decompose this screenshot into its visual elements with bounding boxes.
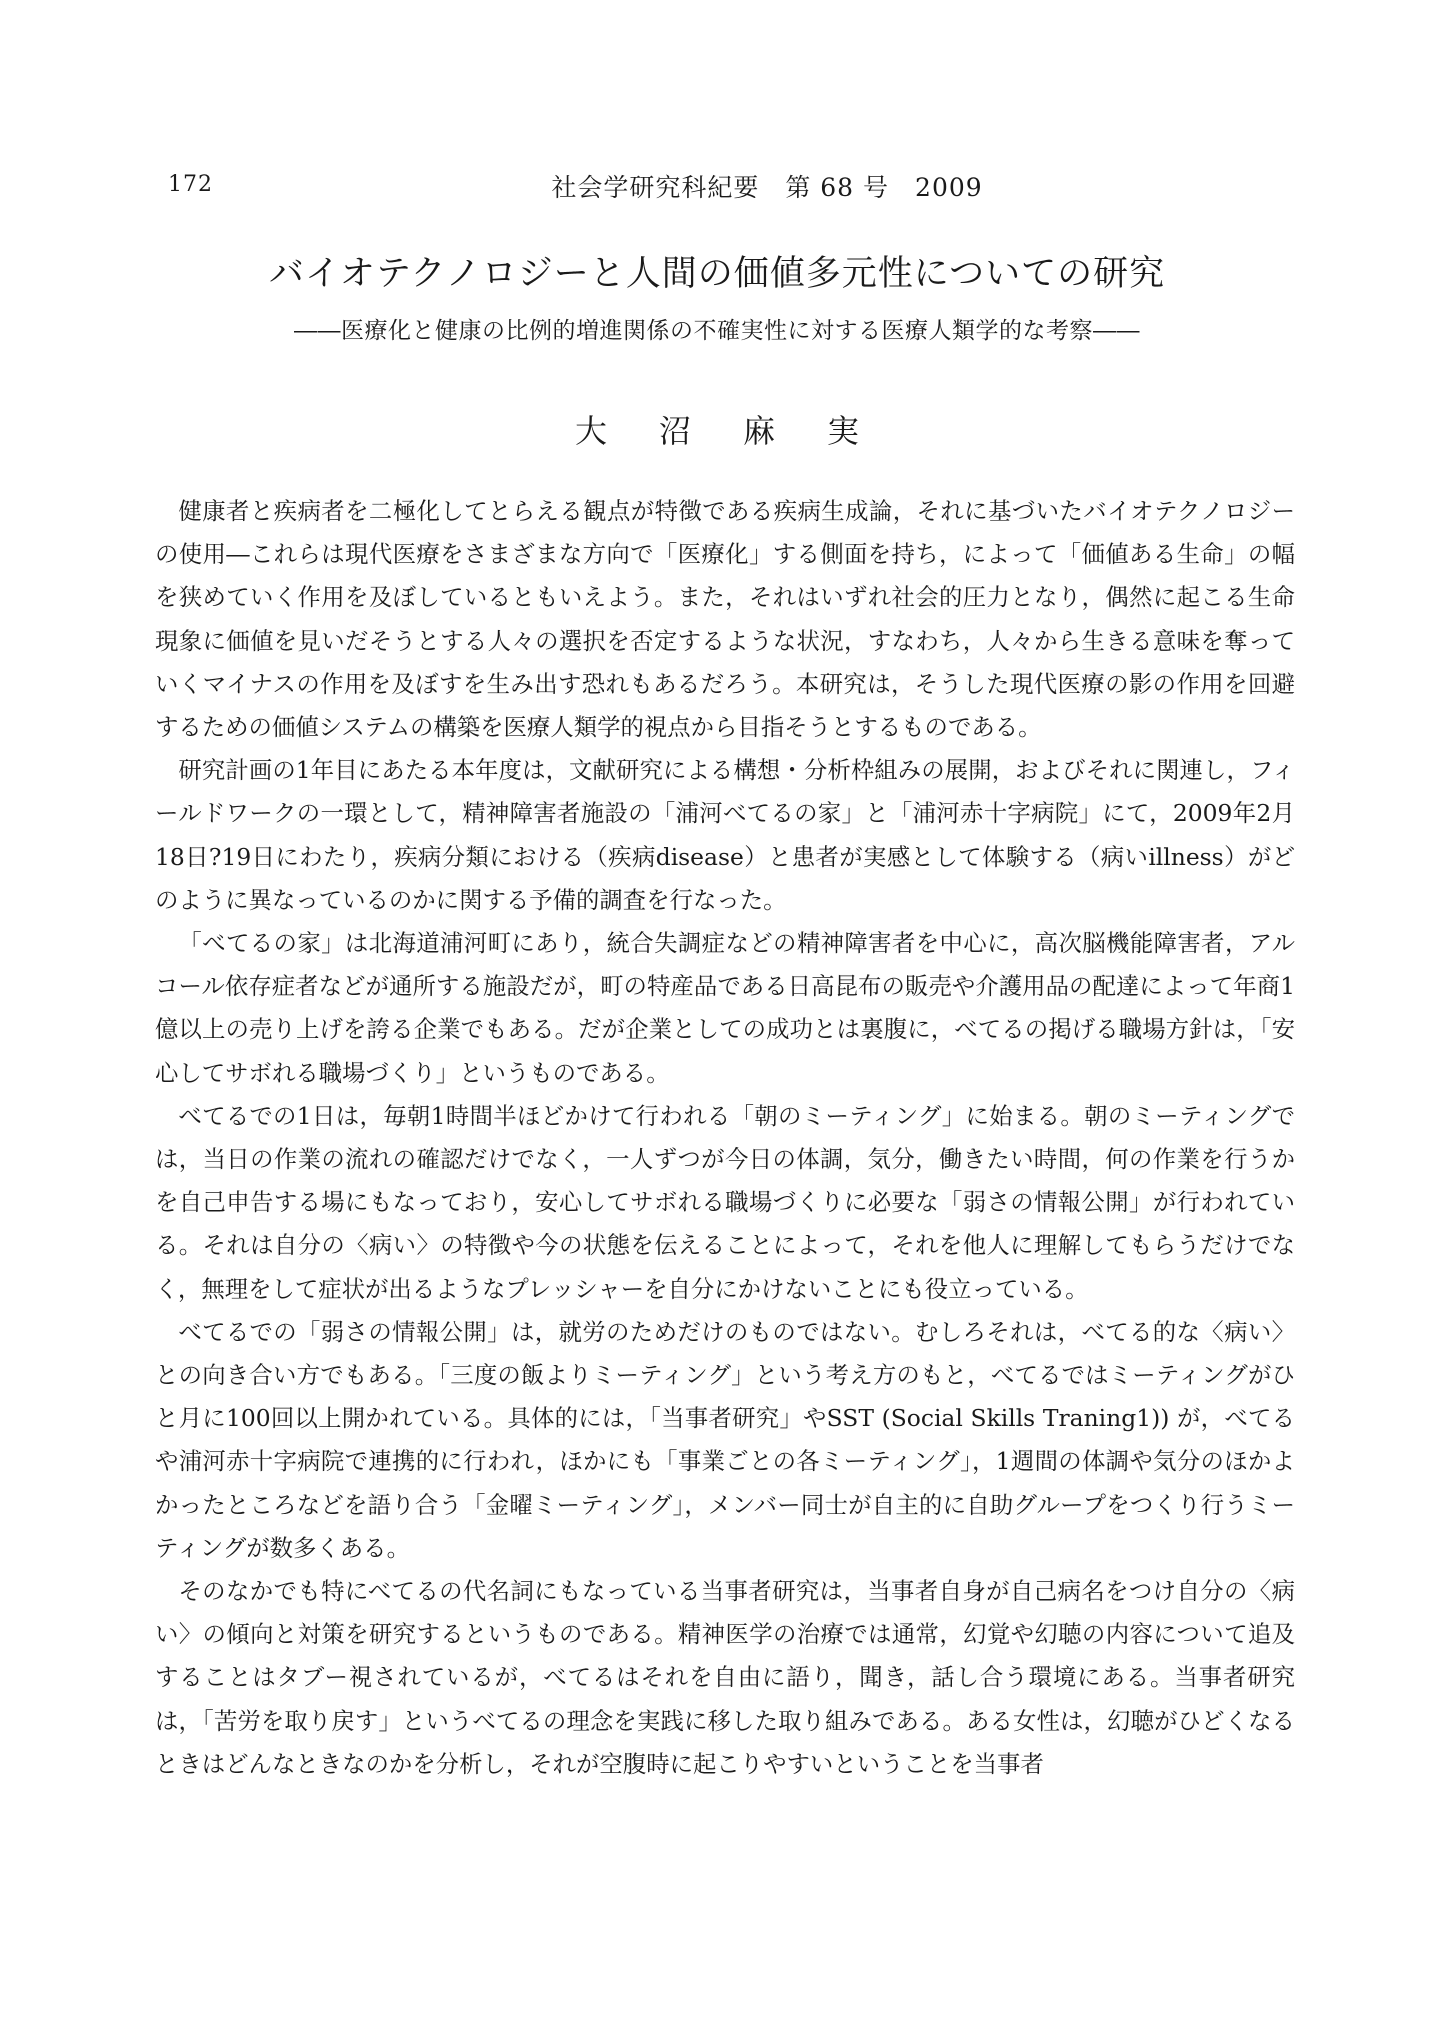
page-number: 172: [168, 172, 213, 197]
paragraph: 研究計画の1年目にあたる本年度は，文献研究による構想・分析枠組みの展開，およびそれに関連し，フィールドワークの一環として，精神障害者施設の「浦河べてるの家」と「浦河赤十字病院」にて，2009年2月18日?19日にわたり，疾病分類における（疾病disease）と患者が実感として体験する（病いillness）がどのように異なっているのかに関する予備的調査を行なった。: [155, 756, 1295, 914]
article-body: [155, 490, 1295, 1786]
journal-header: 社会学研究科紀要 第 68 号 2009: [551, 173, 983, 202]
paragraph: そのなかでも特にべてるの代名詞にもなっている当事者研究は，当事者自身が自己病名をつけ自分の〈病い〉の傾向と対策を研究するというものである。精神医学の治療では通常，幻覚や幻聴の内容について追及することはタブー視されているが，べてるはそれを自由に語り，聞き，話し合う環境にある。当事者研究は，「苦労を取り戻す」というべてるの理念を実践に移した取り組みである。ある女性は，幻聴がひどくなるときはどんなときなのかを分析し，それが空腹時に起こりやすいということを当事者: [155, 1577, 1295, 1778]
paragraph: べてるでの1日は，毎朝1時間半ほどかけて行われる「朝のミーティング」に始まる。朝のミーティングでは，当日の作業の流れの確認だけでなく，一人ずつが今日の体調，気分，働きたい時間，何の作業を行うかを自己申告する場にもなっており，安心してサボれる職場づくりに必要な「弱さの情報公開」が行われている。それは自分の〈病い〉の特徴や今の状態を伝えることによって，それを他人に理解してもらうだけでなく，無理をして症状が出るようなプレッシャーを自分にかけないことにも役立っている。: [155, 1101, 1295, 1303]
article-subtitle: ――医療化と健康の比例的増進関係の不確実性に対する医療人類学的な考察――: [294, 318, 1140, 344]
paragraph: 健康者と疾病者を二極化してとらえる観点が特徴である疾病生成論，それに基づいたバイオテクノロジーの使用―これらは現代医療をさまざまな方向で「医療化」する側面を持ち，によって「価値ある生命」の幅を狭めていく作用を及ぼしているともいえよう。また，それはいずれ社会的圧力となり，偶然に起こる生命現象に価値を見いだそうとする人々の選択を否定するような状況，すなわち，人々から生きる意味を奪っていくマイナスの作用を及ぼすを生み出す恐れもあるだろう。本研究は，そうした現代医療の影の作用を回避するための価値システムの構築を医療人類学的視点から目指そうとするものである。: [155, 497, 1295, 742]
article-title: バイオテクノロジーと人間の価値多元性についての研究: [268, 254, 1166, 294]
author-name: 大沼麻実: [574, 412, 911, 450]
paragraph: べてるでの「弱さの情報公開」は，就労のためだけのものではない。むしろそれは，べてる的な〈病い〉との向き合い方でもある。「三度の飯よりミーティング」という考え方のもと，べてるではミーティングがひと月に100回以上開かれている。具体的には，「当事者研究」やSST (Social Skills Traning1)) が，べてるや浦河赤十字病院で連携的に行われ，ほかにも「事業ごとの各ミーティング」，1週間の体調や気分のほかよかったところなどを語り合う「金曜ミーティング」，メンバー同士が自主的に自助グループをつくり行うミーティングが数多くある。: [155, 1317, 1295, 1562]
paragraph: 「べてるの家」は北海道浦河町にあり，統合失調症などの精神障害者を中心に，高次脳機能障害者，アルコール依存症者などが通所する施設だが，町の特産品である日高昆布の販売や介護用品の配達によって年商1億以上の売り上げを誇る企業でもある。だが企業としての成功とは裏腹に，べてるの掲げる職場方針は，「安心してサボれる職場づくり」というものである。: [155, 929, 1295, 1087]
